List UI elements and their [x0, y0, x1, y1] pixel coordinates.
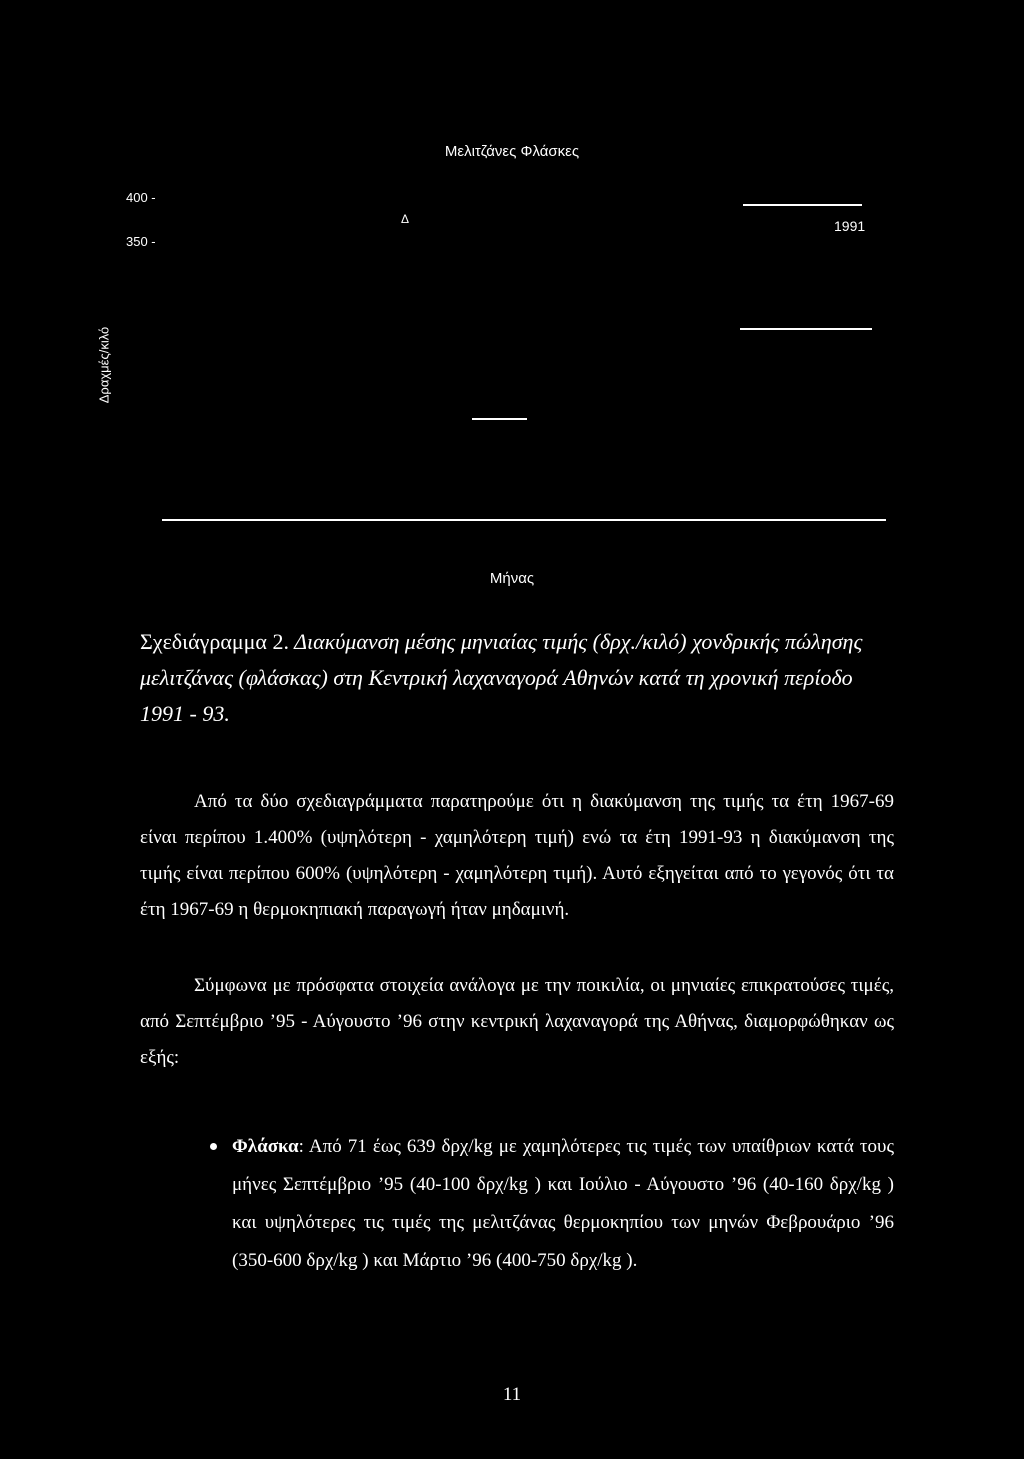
bullet-bold-term: Φλάσκα	[232, 1136, 299, 1157]
x-axis-label: Μήνας	[489, 570, 535, 587]
bullet-item	[210, 1128, 894, 1280]
bullet-text: : Από 71 έως 639 δρχ/kg με χαμηλότερες τις τιμές των υπαίθριων κατά τους μήνες Σεπτέμβριο ’95 (40-100 δρχ/kg ) και Ιούλιο - Αύγουστο ’96 (40-160 δρχ/kg ) και υψηλότερες τις τιμές της μελιτζάνας θερμοκηπίου των μηνών Φεβρουάριο ’96 (350-600 δρχ/kg ) και Μάρτιο ’96 (400-750 δρχ/kg ).	[232, 1136, 894, 1271]
data-marker: Δ	[401, 212, 410, 226]
y-tick-400: 400 -	[126, 190, 156, 205]
chart-title: Μελιτζάνες Φλάσκες	[444, 143, 580, 160]
caption-text: Διακύμανση μέσης μηνιαίας τιμής (δρχ./κιλό) χονδρικής πώλησης μελιτζάνας (φλάσκας) στη Κεντρική λαχαναγορά Αθηνών κατά τη χρονική περίοδο 1991 - 93.	[140, 629, 863, 726]
caption-lead: Σχεδιάγραμμα 2.	[140, 629, 289, 654]
figure-caption	[140, 624, 890, 732]
y-axis-label: Δραχμές/κιλό	[96, 326, 112, 404]
paragraph-1: Από τα δύο σχεδιαγράμματα παρατηρούμε ότι η διακύμανση της τιμής τα έτη 1967-69 είναι περίπου 1.400% (υψηλότερη - χαμηλότερη τιμή) ενώ τα έτη 1991-93 η διακύμανση της τιμής είναι περίπου 600% (υψηλότερη - χαμηλότερη τιμή). Αυτό εξηγείται από το γεγονός ότι τα έτη 1967-69 η θερμοκηπιακή παραγωγή ήταν μηδαμινή.	[140, 791, 894, 920]
legend-label: 1991	[834, 218, 866, 234]
page-number: 11	[502, 1384, 522, 1405]
y-tick-350: 350 -	[126, 234, 156, 249]
paragraph-2: Σύμφωνα με πρόσφατα στοιχεία ανάλογα με την ποικιλία, οι μηνιαίες επικρατούσες τιμές, από Σεπτέμβριο ’95 - Αύγουστο ’96 στην κεντρική λαχαναγορά της Αθήνας, διαμορφώθηκαν ως εξής:	[140, 975, 894, 1068]
